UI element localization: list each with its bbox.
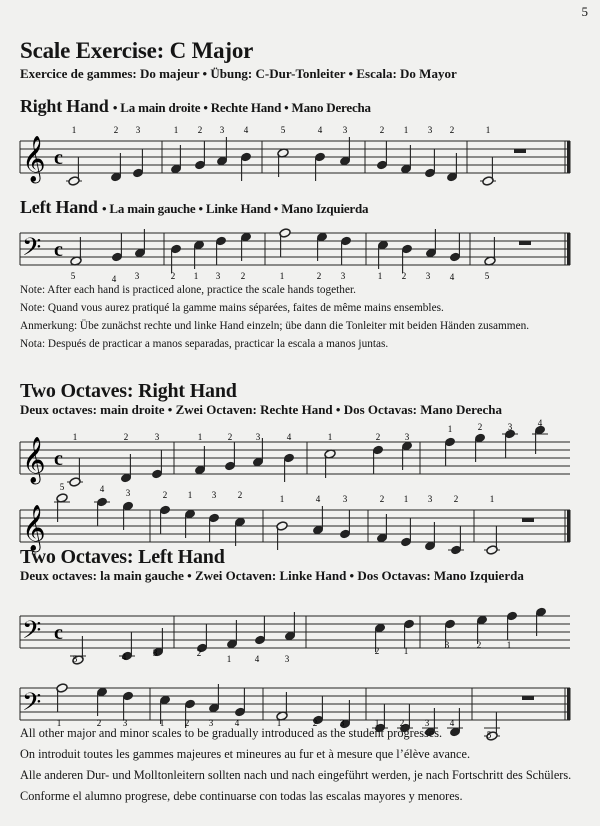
quarter-note xyxy=(97,497,108,507)
finger-number: 5 xyxy=(70,271,76,281)
two-octaves-left-subtitle: Deux octaves: la main gauche • Zwei Octaven: Linke Hand • Dos Octavas: Mano Izquierda xyxy=(20,568,524,583)
finger-number: 2 xyxy=(375,432,381,442)
quarter-note xyxy=(451,545,462,555)
bass-clef-icon: 𝄢 xyxy=(22,617,42,650)
finger-number: 3 xyxy=(427,125,433,135)
bass-clef-icon: 𝄢 xyxy=(22,234,42,267)
finger-number: 2 xyxy=(312,718,318,728)
finger-number: 3 xyxy=(424,718,430,728)
staff-left-hand xyxy=(0,224,600,284)
quarter-note xyxy=(426,248,437,258)
quarter-note xyxy=(241,152,252,162)
quarter-note xyxy=(317,232,328,242)
quarter-note xyxy=(133,168,144,178)
finger-number: 3 xyxy=(444,640,450,650)
quarter-note xyxy=(475,433,486,443)
finger-number: 5 xyxy=(280,125,286,135)
finger-number: 2 xyxy=(476,640,482,650)
quarter-note xyxy=(445,437,456,447)
quarter-note xyxy=(235,707,246,717)
final-barline xyxy=(567,510,571,542)
footer-english: All other major and minor scales to be gradually introduced as the student progresses. xyxy=(20,726,443,740)
page-title: Scale Exercise: C Major xyxy=(20,38,254,63)
common-time-signature: c xyxy=(54,147,63,169)
common-time-signature: c xyxy=(54,239,63,261)
finger-number: 2 xyxy=(453,494,459,504)
final-barline xyxy=(567,233,571,265)
finger-number: 1 xyxy=(72,432,78,442)
quarter-note xyxy=(402,244,413,254)
finger-number: 3 xyxy=(340,271,346,281)
treble-clef-icon: 𝄞 xyxy=(22,505,46,550)
two-octaves-right-subtitle: Deux octaves: main droite • Zwei Octaven: Rechte Hand • Dos Octavas: Mano Derecha xyxy=(20,402,502,417)
quarter-note xyxy=(195,160,206,170)
finger-number: 2 xyxy=(123,432,129,442)
finger-number: 3 xyxy=(404,432,410,442)
finger-number: 1 xyxy=(279,494,285,504)
finger-number: 2 xyxy=(316,271,322,281)
page-subtitle: Exercice de gammes: Do majeur • Übung: C-Dur-Tonleiter • Escala: Do Mayor xyxy=(20,66,457,81)
finger-number: 2 xyxy=(379,125,385,135)
quarter-note xyxy=(241,232,252,242)
finger-number: 2 xyxy=(401,271,407,281)
finger-number: 3 xyxy=(211,490,217,500)
final-barline xyxy=(567,141,571,173)
quarter-note xyxy=(402,441,413,451)
finger-number: 1 xyxy=(403,646,409,656)
finger-number: 1 xyxy=(71,125,77,135)
finger-number: 1 xyxy=(56,718,62,728)
quarter-note xyxy=(340,156,351,166)
quarter-note xyxy=(425,168,436,178)
quarter-note xyxy=(445,619,456,629)
finger-number: 4 xyxy=(449,718,455,728)
finger-number: 4 xyxy=(121,652,127,662)
quarter-note xyxy=(227,639,238,649)
quarter-note xyxy=(450,252,461,262)
finger-number: 2 xyxy=(379,494,385,504)
common-time-signature: c xyxy=(54,448,63,470)
finger-number: 2 xyxy=(477,422,483,432)
staff-right-hand xyxy=(0,125,600,198)
quarter-note xyxy=(425,541,436,551)
two-octaves-right-title: Two Octaves: Right Hand xyxy=(20,380,237,402)
right-hand-translations: • La main droite • Rechte Hand • Mano Derecha xyxy=(112,100,371,115)
finger-number: 4 xyxy=(234,718,240,728)
quarter-note xyxy=(185,509,196,519)
left-hand-translations: • La main gauche • Linke Hand • Mano Izquierda xyxy=(102,201,369,216)
quarter-note xyxy=(160,695,171,705)
two-octaves-left-title: Two Octaves: Left Hand xyxy=(20,546,225,568)
finger-number: 1 xyxy=(173,125,179,135)
quarter-note xyxy=(185,699,196,709)
quarter-note xyxy=(404,619,415,629)
finger-number: 3 xyxy=(215,271,221,281)
quarter-note xyxy=(135,248,146,258)
quarter-note xyxy=(171,164,182,174)
finger-number: 3 xyxy=(342,494,348,504)
staff-two-octaves-right-descending xyxy=(0,480,600,550)
finger-number: 5 xyxy=(72,654,78,664)
quarter-note xyxy=(194,240,205,250)
footer-french: On introduit toutes les gammes majeures et mineures au fur et à mesure que l’élève avance. xyxy=(20,747,471,761)
quarter-note xyxy=(216,236,227,246)
finger-number: 3 xyxy=(284,654,290,664)
finger-number: 4 xyxy=(243,125,249,135)
finger-number: 1 xyxy=(447,424,453,434)
whole-rest xyxy=(519,241,531,245)
finger-number: 1 xyxy=(374,718,380,728)
finger-number: 1 xyxy=(187,490,193,500)
final-barline xyxy=(567,688,571,720)
finger-number: 2 xyxy=(237,490,243,500)
finger-number: 4 xyxy=(254,654,260,664)
quarter-note xyxy=(97,687,108,697)
quarter-note xyxy=(340,529,351,539)
finger-number: 4 xyxy=(111,274,117,284)
finger-number: 3 xyxy=(125,488,131,498)
finger-number: 3 xyxy=(339,718,345,728)
quarter-note xyxy=(152,469,163,479)
finger-number: 3 xyxy=(152,648,158,658)
quarter-note xyxy=(401,537,412,547)
finger-number: 3 xyxy=(135,125,141,135)
quarter-note xyxy=(341,236,352,246)
quarter-note xyxy=(507,611,518,621)
quarter-note xyxy=(447,172,458,182)
quarter-note xyxy=(160,505,171,515)
finger-number: 1 xyxy=(377,271,383,281)
finger-number: 2 xyxy=(399,718,405,728)
note-french: Note: Quand vous aurez pratiqué la gamme mains séparées, faites de même mains ensembles. xyxy=(20,302,444,314)
quarter-note xyxy=(123,691,134,701)
finger-number: 2 xyxy=(374,646,380,656)
note-german: Anmerkung: Übe zunächst rechte und linke Hand einzeln; übe dann die Tonleiter mit beiden Händen zusammen. xyxy=(20,320,530,332)
finger-number: 1 xyxy=(276,718,282,728)
quarter-note xyxy=(377,160,388,170)
quarter-note xyxy=(209,703,220,713)
quarter-note xyxy=(235,517,246,527)
quarter-note xyxy=(313,525,324,535)
finger-number: 1 xyxy=(485,125,491,135)
quarter-note xyxy=(401,164,412,174)
finger-number: 5 xyxy=(59,482,65,492)
finger-number: 3 xyxy=(255,432,261,442)
quarter-note xyxy=(253,457,264,467)
finger-number: 1 xyxy=(159,718,165,728)
finger-number: 3 xyxy=(342,125,348,135)
staff-two-octaves-right-ascending xyxy=(0,418,600,488)
staff-two-octaves-left-ascending xyxy=(0,596,600,666)
finger-number: 2 xyxy=(170,271,176,281)
finger-number: 1 xyxy=(327,432,333,442)
finger-number: 1 xyxy=(279,271,285,281)
finger-number: 4 xyxy=(317,125,323,135)
quarter-note xyxy=(209,513,220,523)
page-number: 5 xyxy=(581,4,588,19)
finger-number: 2 xyxy=(196,648,202,658)
note-english: Note: After each hand is practiced alone, practice the scale hands together. xyxy=(20,284,356,296)
finger-number: 1 xyxy=(506,640,512,650)
finger-number: 2 xyxy=(197,125,203,135)
finger-number: 3 xyxy=(208,718,214,728)
finger-number: 4 xyxy=(315,494,321,504)
quarter-note xyxy=(195,465,206,475)
footer-german: Alle anderen Dur- und Molltonleitern sollten nach und nach eingeführt werden, je nach Fortschritt des Schülers. xyxy=(20,768,572,782)
note-spanish: Nota: Después de practicar a manos separadas, practicar la escala a manos juntas. xyxy=(20,338,389,350)
finger-number: 2 xyxy=(240,271,246,281)
quarter-note xyxy=(284,453,295,463)
footer-text xyxy=(20,723,590,807)
quarter-note xyxy=(285,631,296,641)
left-hand-heading xyxy=(20,197,368,218)
finger-number: 1 xyxy=(489,494,495,504)
finger-number: 4 xyxy=(449,272,455,282)
finger-number: 5 xyxy=(486,730,492,740)
quarter-note xyxy=(377,533,388,543)
finger-number: 4 xyxy=(286,432,292,442)
finger-number: 4 xyxy=(537,418,543,428)
quarter-note xyxy=(536,607,547,617)
quarter-note xyxy=(123,501,134,511)
right-hand-heading xyxy=(20,96,371,117)
finger-number: 2 xyxy=(184,718,190,728)
quarter-note xyxy=(111,172,122,182)
whole-rest xyxy=(514,149,526,153)
common-time-signature: c xyxy=(54,622,63,644)
quarter-note xyxy=(171,244,182,254)
quarter-note xyxy=(375,623,386,633)
finger-number: 2 xyxy=(449,125,455,135)
finger-number: 4 xyxy=(99,484,105,494)
practice-notes xyxy=(20,283,580,352)
quarter-note xyxy=(315,152,326,162)
finger-number: 2 xyxy=(96,718,102,728)
finger-number: 3 xyxy=(427,494,433,504)
finger-number: 3 xyxy=(219,125,225,135)
whole-rest xyxy=(522,696,534,700)
finger-number: 2 xyxy=(227,432,233,442)
finger-number: 3 xyxy=(134,271,140,281)
finger-number: 3 xyxy=(154,432,160,442)
treble-clef-icon: 𝄞 xyxy=(22,437,46,482)
quarter-note xyxy=(225,461,236,471)
finger-number: 2 xyxy=(162,490,168,500)
quarter-note xyxy=(255,635,266,645)
bass-clef-icon: 𝄢 xyxy=(22,689,42,722)
finger-number: 2 xyxy=(113,125,119,135)
quarter-note xyxy=(477,615,488,625)
treble-clef-icon: 𝄞 xyxy=(22,136,46,181)
quarter-note xyxy=(112,252,123,262)
finger-number: 1 xyxy=(403,125,409,135)
finger-number: 3 xyxy=(122,718,128,728)
quarter-note xyxy=(217,156,228,166)
whole-rest xyxy=(522,518,534,522)
quarter-note xyxy=(378,240,389,250)
left-hand-title: Left Hand xyxy=(20,197,98,217)
quarter-note xyxy=(373,445,384,455)
finger-number: 5 xyxy=(484,271,490,281)
finger-number: 1 xyxy=(197,432,203,442)
finger-number: 1 xyxy=(226,654,232,664)
footer-spanish: Conforme el alumno progrese, debe continuarse con todas las escalas mayores y menores. xyxy=(20,789,463,803)
finger-number: 3 xyxy=(507,422,513,432)
finger-number: 3 xyxy=(425,271,431,281)
right-hand-title: Right Hand xyxy=(20,96,109,116)
finger-number: 1 xyxy=(403,494,409,504)
finger-number: 1 xyxy=(193,271,199,281)
